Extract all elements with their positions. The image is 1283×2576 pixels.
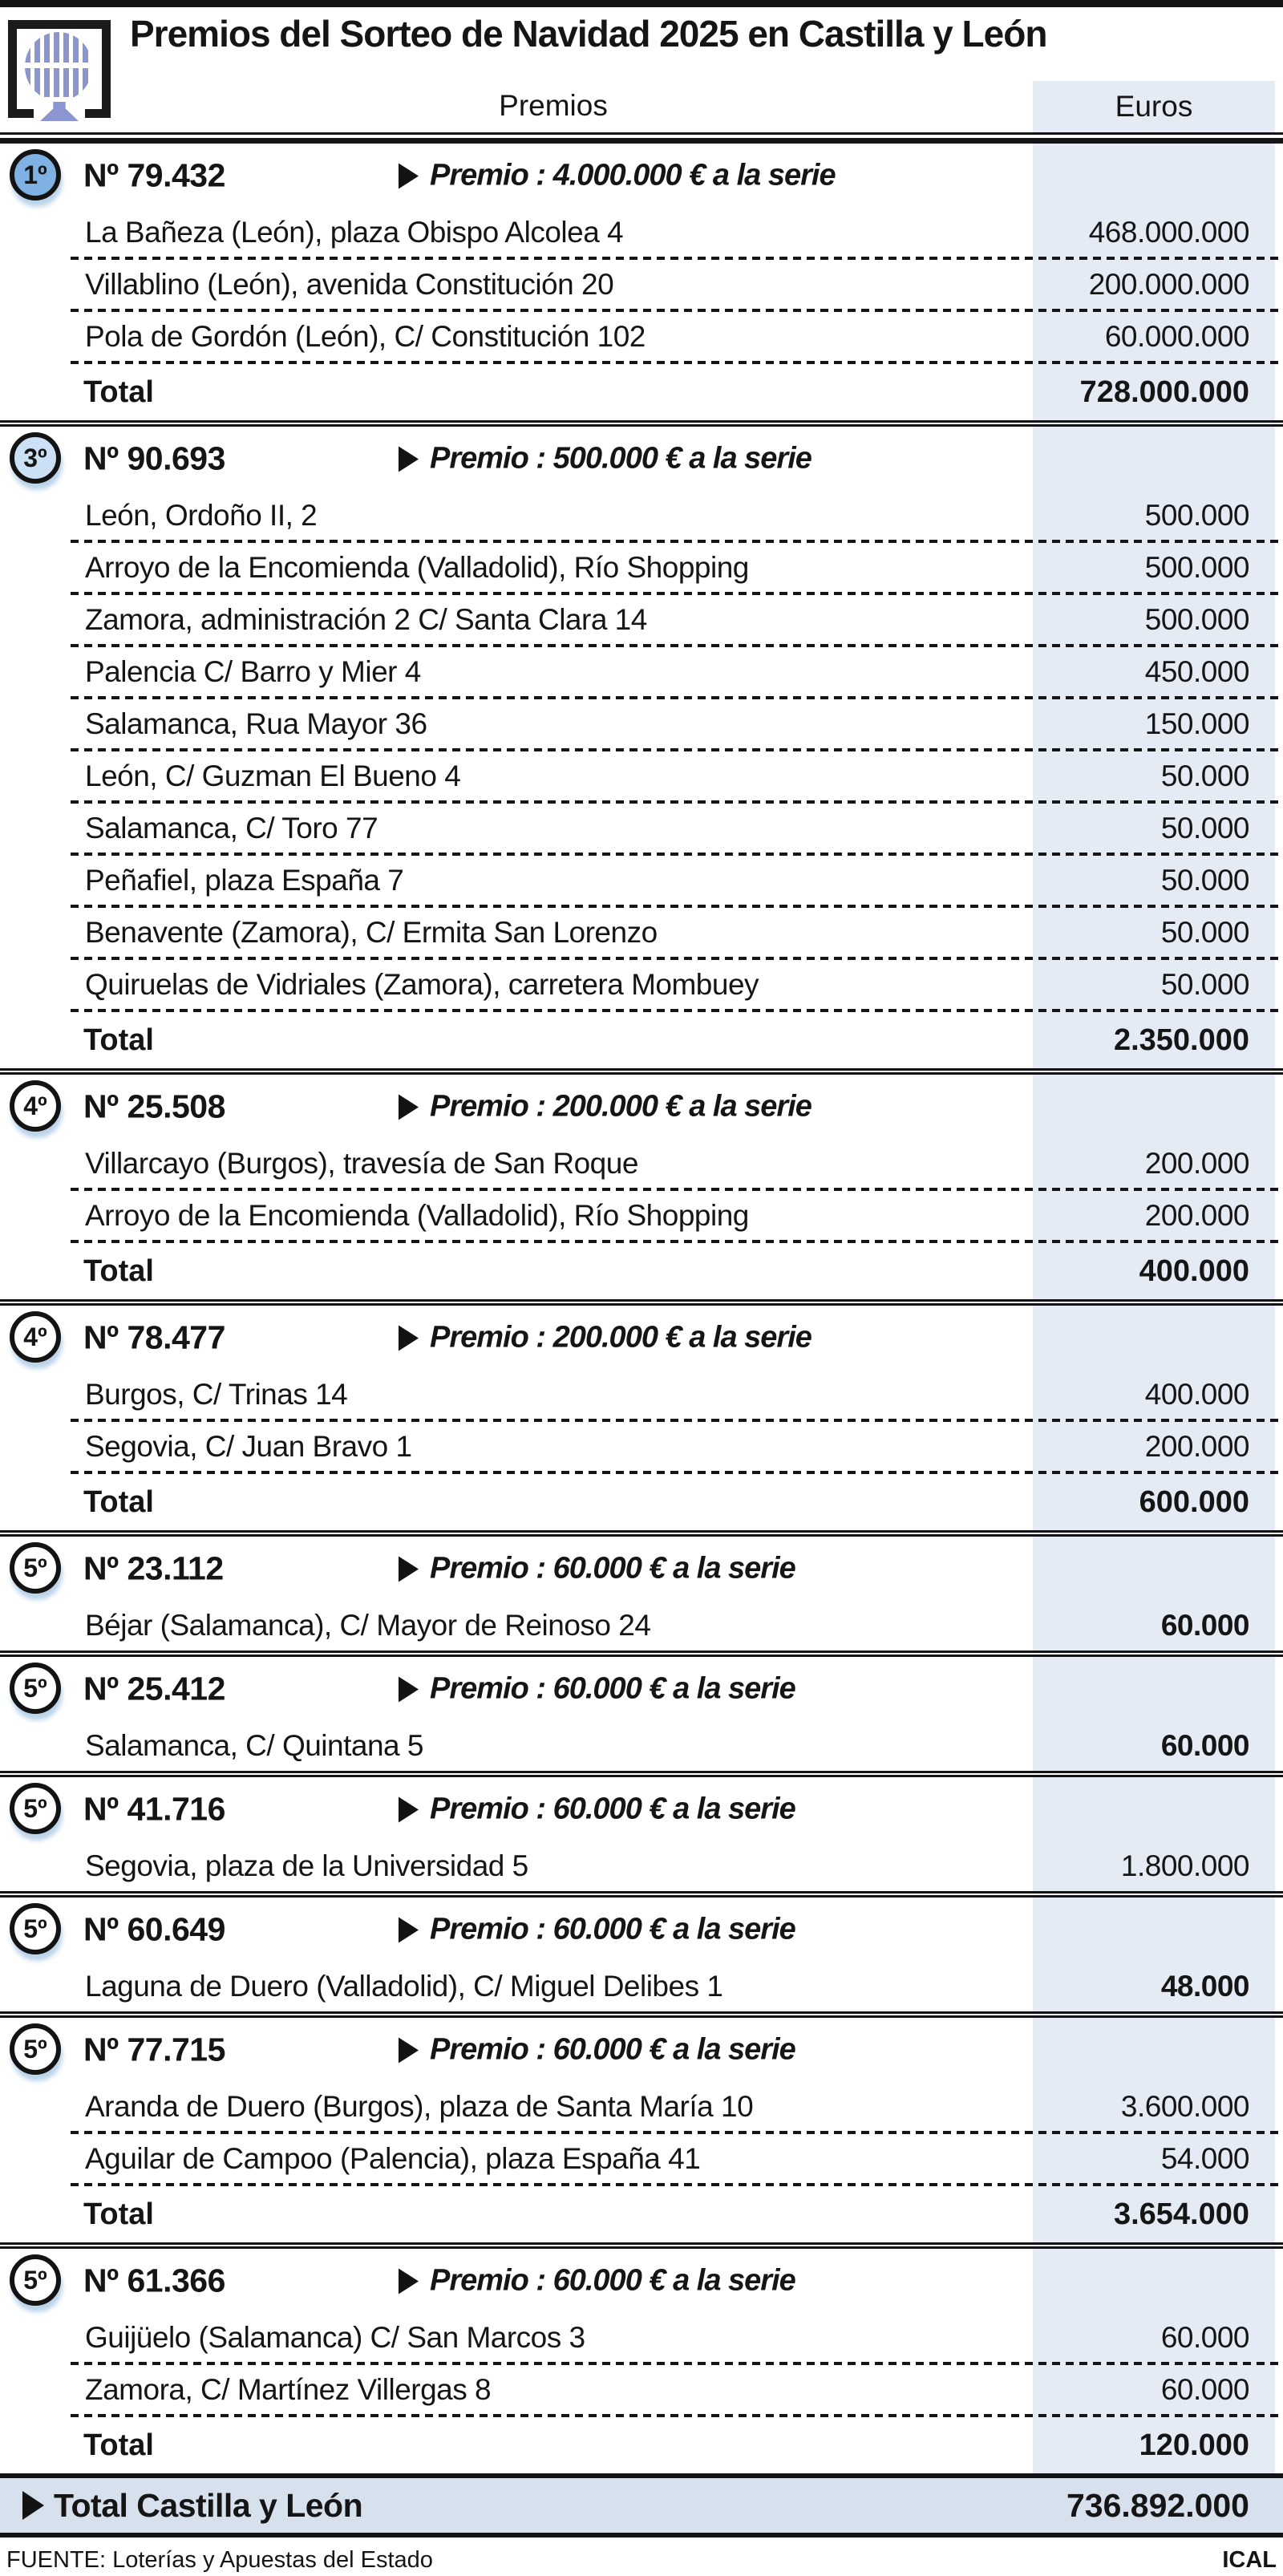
section-divider <box>0 1651 1283 1657</box>
section-total-row <box>0 2186 1283 2242</box>
prize-amount-line <box>399 1672 795 1707</box>
section-divider <box>0 420 1283 427</box>
euros-value: 150.000 <box>1144 707 1249 740</box>
winning-number: Nº 78.477 <box>83 1318 225 1356</box>
euros-value: 3.600.000 <box>1120 2089 1249 2123</box>
column-header-premios: Premios <box>499 89 608 122</box>
table-row <box>0 1370 1283 1419</box>
prize-amount-line <box>399 159 836 193</box>
section-total-row <box>0 1012 1283 1068</box>
table-row <box>0 491 1283 540</box>
table-row <box>0 312 1283 361</box>
location-label: Guijüelo (Salamanca) C/ San Marcos 3 <box>85 2320 585 2354</box>
prize-rank-badge: 5º <box>10 1783 61 1834</box>
location-label: Benavente (Zamora), C/ Ermita San Lorenzo <box>85 915 658 949</box>
arrow-right-icon <box>399 446 419 472</box>
section-total-label: Total <box>83 2197 154 2231</box>
table-row <box>0 1191 1283 1240</box>
location-label: Villablino (León), avenida Constitución 20 <box>85 267 614 301</box>
source-note: FUENTE: Loterías y Apuestas del Estado <box>6 2547 433 2573</box>
euros-value: 50.000 <box>1160 759 1249 792</box>
winning-number: Nº 25.412 <box>83 1670 225 1707</box>
section-total-row <box>0 1243 1283 1299</box>
prize-amount-line <box>399 1913 795 1947</box>
prize-rank-badge: 5º <box>10 2254 61 2306</box>
section-total-label: Total <box>83 1484 154 1519</box>
prize-amount-text: Premio : 60.000 € a la serie <box>430 1671 795 1706</box>
euros-value: 48.000 <box>1160 1970 1249 2003</box>
table-row <box>0 1962 1283 2011</box>
prize-section <box>0 1537 1283 1651</box>
prize-rank-badge: 4º <box>10 1080 61 1132</box>
prize-amount-text: Premio : 4.000.000 € a la serie <box>430 158 836 192</box>
section-divider <box>0 1530 1283 1537</box>
prize-section <box>0 1306 1283 1530</box>
winning-number: Nº 61.366 <box>83 2262 225 2299</box>
euros-value: 60.000 <box>1160 2320 1249 2354</box>
euros-value: 500.000 <box>1144 498 1249 532</box>
table-row <box>0 2313 1283 2362</box>
location-label: Aranda de Duero (Burgos), plaza de Santa María 10 <box>85 2089 754 2123</box>
lottery-drum-icon <box>25 32 92 101</box>
location-label: Arroyo de la Encomienda (Valladolid), Río Shopping <box>85 550 749 584</box>
table-row <box>0 208 1283 257</box>
section-total-row <box>0 1474 1283 1530</box>
prize-amount-line <box>399 1321 811 1355</box>
table-row <box>0 543 1283 592</box>
table-row <box>0 856 1283 905</box>
prize-rank-badge: 4º <box>10 1311 61 1363</box>
prize-amount-line <box>399 1792 795 1827</box>
loterias-logo <box>8 20 111 118</box>
prize-section <box>0 427 1283 1068</box>
table-row <box>0 260 1283 309</box>
section-total-row <box>0 364 1283 420</box>
agency-credit: ICAL <box>1222 2547 1277 2573</box>
arrow-right-icon <box>399 163 419 188</box>
winning-number: Nº 41.716 <box>83 1790 225 1828</box>
prize-rank-badge: 5º <box>10 1663 61 1714</box>
section-divider <box>0 2242 1283 2249</box>
section-total-row <box>0 2417 1283 2473</box>
location-label: Pola de Gordón (León), C/ Constitución 102 <box>85 319 646 353</box>
location-label: Laguna de Duero (Valladolid), C/ Miguel Delibes 1 <box>85 1970 723 2003</box>
section-header <box>0 2249 1283 2313</box>
section-total-label: Total <box>83 1023 154 1057</box>
table-row <box>0 2134 1283 2183</box>
prize-section <box>0 2018 1283 2242</box>
arrow-right-icon <box>399 2268 419 2294</box>
section-total-value: 728.000.000 <box>1079 375 1249 409</box>
table-row <box>0 804 1283 853</box>
section-header <box>0 427 1283 491</box>
euros-value: 50.000 <box>1160 863 1249 897</box>
section-header <box>0 2018 1283 2082</box>
section-header <box>0 1898 1283 1962</box>
prize-rank-badge: 5º <box>10 1903 61 1954</box>
prize-amount-text: Premio : 60.000 € a la serie <box>430 2263 795 2298</box>
location-label: La Bañeza (León), plaza Obispo Alcolea 4 <box>85 215 624 249</box>
location-label: Arroyo de la Encomienda (Valladolid), Río Shopping <box>85 1198 749 1232</box>
prize-section <box>0 1777 1283 1891</box>
location-label: Salamanca, C/ Quintana 5 <box>85 1729 423 1762</box>
prize-amount-text: Premio : 200.000 € a la serie <box>430 1320 811 1355</box>
grand-total-label: Total Castilla y León <box>54 2486 363 2524</box>
euros-value: 60.000 <box>1160 1609 1249 1642</box>
table-row <box>0 1601 1283 1651</box>
prize-rank-badge: 5º <box>10 1542 61 1594</box>
top-rule <box>0 0 1283 7</box>
euros-value: 468.000.000 <box>1088 215 1249 249</box>
table-row <box>0 1841 1283 1891</box>
section-divider <box>0 2011 1283 2018</box>
euros-value: 54.000 <box>1160 2141 1249 2175</box>
arrow-right-icon <box>399 1094 419 1120</box>
euros-value: 500.000 <box>1144 550 1249 584</box>
winning-number: Nº 90.693 <box>83 439 225 477</box>
arrow-right-icon <box>22 2491 44 2520</box>
location-label: Segovia, plaza de la Universidad 5 <box>85 1849 528 1882</box>
arrow-right-icon <box>399 1676 419 1702</box>
euros-value: 50.000 <box>1160 811 1249 844</box>
section-divider <box>0 1068 1283 1075</box>
section-header <box>0 1075 1283 1139</box>
euros-value: 200.000.000 <box>1088 267 1249 301</box>
arrow-right-icon <box>399 1325 419 1351</box>
column-header-euros-label: Euros <box>1115 90 1193 123</box>
winning-number: Nº 79.432 <box>83 156 225 194</box>
section-total-label: Total <box>83 1254 154 1288</box>
winning-number: Nº 23.112 <box>83 1549 224 1587</box>
table-row <box>0 960 1283 1009</box>
location-label: Salamanca, C/ Toro 77 <box>85 811 378 844</box>
location-label: Béjar (Salamanca), C/ Mayor de Reinoso 24 <box>85 1609 651 1642</box>
arrow-right-icon <box>399 1917 419 1942</box>
location-label: Segovia, C/ Juan Bravo 1 <box>85 1429 412 1463</box>
section-total-value: 120.000 <box>1139 2428 1249 2462</box>
location-label: Villarcayo (Burgos), travesía de San Roque <box>85 1146 638 1180</box>
prize-amount-text: Premio : 200.000 € a la serie <box>430 1089 811 1124</box>
euros-value: 60.000 <box>1160 2372 1249 2406</box>
header-divider <box>0 132 1283 144</box>
footer <box>0 2538 1283 2574</box>
section-divider <box>0 1771 1283 1777</box>
prize-amount-line <box>399 1090 811 1124</box>
prize-sections <box>0 144 1283 2473</box>
grand-total-value: 736.892.000 <box>1066 2486 1249 2524</box>
prize-rank-badge: 3º <box>10 432 61 484</box>
euros-value: 50.000 <box>1160 967 1249 1001</box>
prize-amount-line <box>399 442 811 476</box>
table-row <box>0 2365 1283 2414</box>
euros-value: 200.000 <box>1144 1198 1249 1232</box>
location-label: Salamanca, Rua Mayor 36 <box>85 707 427 740</box>
location-label: León, C/ Guzman El Bueno 4 <box>85 759 461 792</box>
section-header <box>0 1537 1283 1601</box>
arrow-right-icon <box>399 1796 419 1822</box>
euros-value: 400.000 <box>1144 1377 1249 1411</box>
location-label: Peñafiel, plaza España 7 <box>85 863 404 897</box>
table-row <box>0 1139 1283 1188</box>
section-header <box>0 1657 1283 1721</box>
prize-amount-text: Premio : 60.000 € a la serie <box>430 2032 795 2067</box>
prize-amount-line <box>399 1552 795 1586</box>
prize-amount-line <box>399 2033 795 2068</box>
prize-amount-text: Premio : 60.000 € a la serie <box>430 1792 795 1826</box>
section-total-label: Total <box>83 375 154 409</box>
section-divider <box>0 1891 1283 1898</box>
euros-value: 200.000 <box>1144 1429 1249 1463</box>
table-row <box>0 699 1283 748</box>
euros-value: 1.800.000 <box>1120 1849 1249 1882</box>
section-header <box>0 1306 1283 1370</box>
euros-value: 200.000 <box>1144 1146 1249 1180</box>
grand-total-band <box>0 2473 1283 2538</box>
section-divider <box>0 1299 1283 1306</box>
prize-section <box>0 2249 1283 2473</box>
prize-amount-text: Premio : 60.000 € a la serie <box>430 1912 795 1946</box>
lottery-drum-base <box>34 97 85 121</box>
section-header <box>0 1777 1283 1841</box>
table-row <box>0 751 1283 800</box>
location-label: Quiruelas de Vidriales (Zamora), carretera Mombuey <box>85 967 759 1001</box>
euros-value: 60.000.000 <box>1104 319 1249 353</box>
table-row <box>0 595 1283 644</box>
prize-rank-badge: 1º <box>10 149 61 200</box>
column-header-euros <box>1033 81 1275 132</box>
prize-section <box>0 1075 1283 1299</box>
prize-amount-text: Premio : 60.000 € a la serie <box>430 1551 795 1586</box>
euros-value: 60.000 <box>1160 1729 1249 1762</box>
section-total-value: 2.350.000 <box>1113 1023 1249 1057</box>
table-row <box>0 1422 1283 1471</box>
prize-section <box>0 144 1283 420</box>
location-label: Palencia C/ Barro y Mier 4 <box>85 654 421 688</box>
table-row <box>0 1721 1283 1771</box>
location-label: León, Ordoño II, 2 <box>85 498 318 532</box>
winning-number: Nº 25.508 <box>83 1088 225 1125</box>
prize-section <box>0 1657 1283 1771</box>
table-row <box>0 2082 1283 2131</box>
section-total-value: 600.000 <box>1139 1484 1249 1519</box>
table-row <box>0 908 1283 957</box>
winning-number: Nº 77.715 <box>83 2031 225 2068</box>
prize-amount-line <box>399 2264 795 2299</box>
location-label: Aguilar de Campoo (Palencia), plaza España 41 <box>85 2141 701 2175</box>
euros-value: 500.000 <box>1144 602 1249 636</box>
page-title: Premios del Sorteo de Navidad 2025 en Castilla y León <box>130 13 1047 55</box>
prize-rank-badge: 5º <box>10 2023 61 2075</box>
section-total-value: 400.000 <box>1139 1254 1249 1288</box>
location-label: Burgos, C/ Trinas 14 <box>85 1377 348 1411</box>
winning-number: Nº 60.649 <box>83 1910 225 1948</box>
section-total-value: 3.654.000 <box>1113 2197 1249 2231</box>
prize-amount-text: Premio : 500.000 € a la serie <box>430 441 811 476</box>
header <box>0 7 1283 132</box>
arrow-right-icon <box>399 2037 419 2063</box>
section-total-label: Total <box>83 2428 154 2462</box>
euros-value: 50.000 <box>1160 915 1249 949</box>
section-header <box>0 144 1283 208</box>
arrow-right-icon <box>399 1556 419 1582</box>
location-label: Zamora, C/ Martínez Villergas 8 <box>85 2372 492 2406</box>
euros-value: 450.000 <box>1144 654 1249 688</box>
prize-section <box>0 1898 1283 2011</box>
table-row <box>0 647 1283 696</box>
location-label: Zamora, administración 2 C/ Santa Clara 14 <box>85 602 647 636</box>
